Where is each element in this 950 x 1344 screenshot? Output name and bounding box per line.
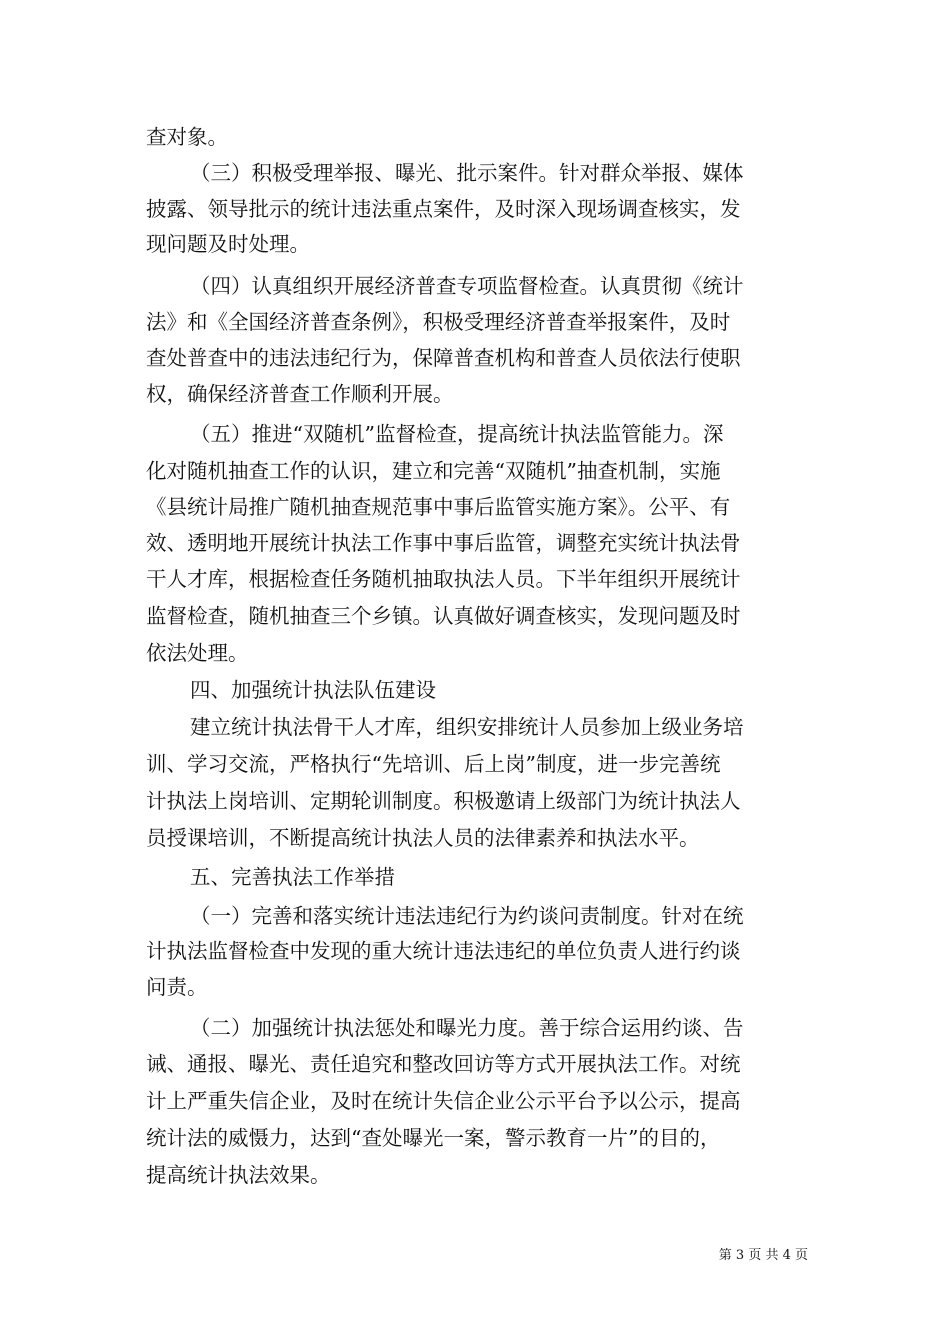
text-line: 问责。 (146, 975, 208, 999)
text-line: 员授课培训，不断提高统计执法人员的法律素养和执法水平。 (146, 826, 700, 850)
text-line: 计上严重失信企业，及时在统计失信企业公示平台予以公示，提高 (146, 1089, 741, 1113)
section-heading: 五、完善执法工作举措 (190, 865, 395, 889)
text-line: 权，确保经济普查工作顺利开展。 (146, 382, 454, 406)
text-line: 《县统计局推广随机抽查规范事中事后监管实施方案》。公平、有 (146, 495, 731, 519)
text-line: 查处普查中的违法违纪行为，保障普查机构和普查人员依法行使职 (146, 346, 741, 370)
text-line: 训、学习交流，严格执行“先培训、后上岗”制度，进一步完善统 (146, 752, 721, 776)
text-line: 化对随机抽查工作的认识，建立和完善“双随机”抽查机制，实施 (146, 459, 721, 483)
text-line: 法》和《全国经济普查条例》，积极受理经济普查举报案件，及时 (146, 310, 731, 334)
text-line: 干人才库，根据检查任务随机抽取执法人员。下半年组织开展统计 (146, 567, 741, 591)
text-line: 诫、通报、曝光、责任追究和整改回访等方式开展执法工作。对统 (146, 1052, 741, 1076)
text-line: （五）推进“双随机”监督检查，提高统计执法监管能力。深 (190, 422, 724, 446)
text-line: 查对象。 (146, 125, 228, 149)
text-line: 现问题及时处理。 (146, 232, 310, 256)
text-line: 监督检查，随机抽查三个乡镇。认真做好调查核实，发现问题及时 (146, 604, 741, 628)
section-heading: 四、加强统计执法队伍建设 (190, 678, 436, 702)
text-line: 效、透明地开展统计执法工作事中事后监管，调整充实统计执法骨 (146, 531, 741, 555)
text-line: 建立统计执法骨干人才库，组织安排统计人员参加上级业务培 (190, 715, 744, 739)
page-number: 第 3 页 共 4 页 (718, 1248, 808, 1263)
text-line: 披露、领导批示的统计违法重点案件，及时深入现场调查核实，发 (146, 197, 741, 221)
text-line: 依法处理。 (146, 641, 249, 665)
text-line: （二）加强统计执法惩处和曝光力度。善于综合运用约谈、告 (190, 1016, 744, 1040)
text-line: 计执法上岗培训、定期轮训制度。积极邀请上级部门为统计执法人 (146, 789, 741, 813)
text-line: 统计法的威慑力，达到“查处曝光一案，警示教育一片”的目的， (146, 1126, 721, 1150)
text-line: （四）认真组织开展经济普查专项监督检查。认真贯彻《统计 (190, 274, 744, 298)
text-line: （一）完善和落实统计违法违纪行为约谈问责制度。针对在统 (190, 904, 744, 928)
text-line: （三）积极受理举报、曝光、批示案件。针对群众举报、媒体 (190, 161, 744, 185)
text-line: 计执法监督检查中发现的重大统计违法违纪的单位负责人进行约谈 (146, 939, 741, 963)
text-line: 提高统计执法效果。 (146, 1163, 331, 1187)
